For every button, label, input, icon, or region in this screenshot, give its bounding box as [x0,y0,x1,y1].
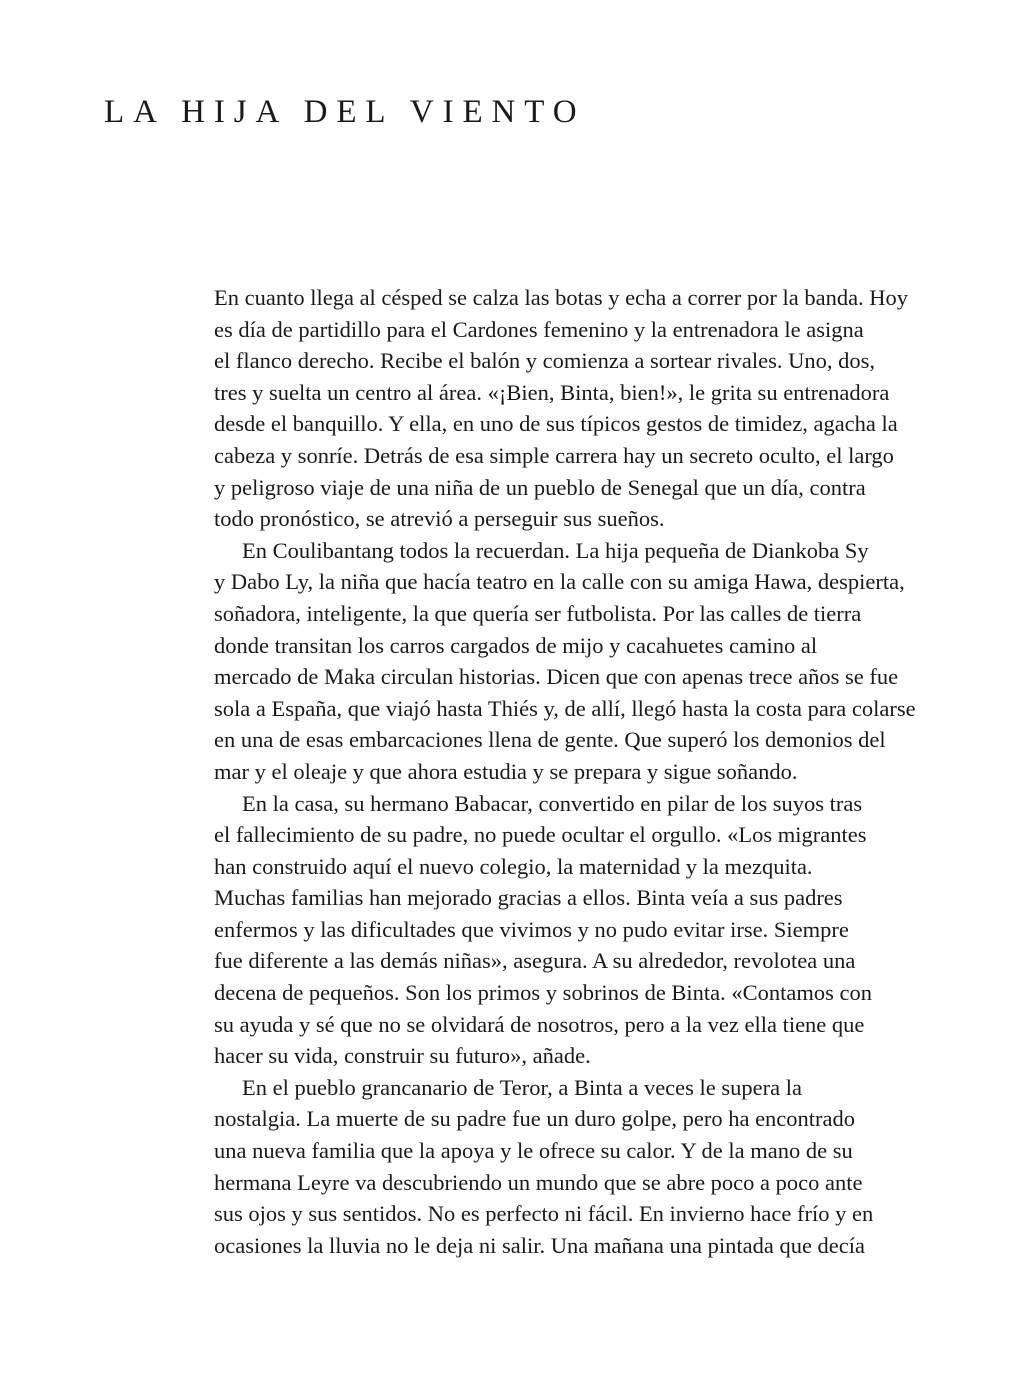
text-line: desde el banquillo. Y ella, en uno de sus típicos gestos de timidez, agacha la [214,411,898,437]
text-line: sus ojos y sus sentidos. No es perfecto ni fácil. En invierno hace frío y en [214,1201,874,1227]
paragraph-first-line: En el pueblo grancanario de Teror, a Binta a veces le supera la [242,1074,802,1100]
paragraph-first-line: En Coulibantang todos la recuerdan. La hija pequeña de Diankoba Sy [242,537,869,563]
text-line: mercado de Maka circulan historias. Dicen que con apenas trece años se fue [214,664,899,690]
text-line: ocasiones la lluvia no le deja ni salir. Una mañana una pintada que decía [214,1232,866,1258]
body-text [214,282,954,1261]
text-line: soñadora, inteligente, la que quería ser futbolista. Por las calles de tierra [214,600,862,626]
text-line: el fallecimiento de su padre, no puede ocultar el orgullo. «Los migrantes [214,822,867,848]
text-line: hermana Leyre va descubriendo un mundo que se abre poco a poco ante [214,1169,863,1195]
text-line: todo pronóstico, se atrevió a perseguir sus sueños. [214,506,665,532]
text-line: es día de partidillo para el Cardones femenino y la entrenadora le asigna [214,316,864,342]
text-line: y Dabo Ly, la niña que hacía teatro en la calle con su amiga Hawa, despierta, [214,569,905,595]
text-line: enfermos y las dificultades que vivimos y no pudo evitar irse. Siempre [214,916,849,942]
text-line: cabeza y sonríe. Detrás de esa simple carrera hay un secreto oculto, el largo [214,442,894,468]
text-line: el flanco derecho. Recibe el balón y comienza a sortear rivales. Uno, dos, [214,348,875,374]
running-head: LA HIJA DEL VIENTO [104,94,586,130]
text-line: mar y el oleaje y que ahora estudia y se prepara y sigue soñando. [214,758,798,784]
text-line: fue diferente a las demás niñas», asegura. A su alrededor, revolotea una [214,948,856,974]
text-line: decena de pequeños. Son los primos y sobrinos de Binta. «Contamos con [214,980,873,1006]
text-line: donde transitan los carros cargados de mijo y cacahuetes camino al [214,632,818,658]
text-line: en una de esas embarcaciones llena de gente. Que superó los demonios del [214,727,886,753]
paragraph-first-line: En la casa, su hermano Babacar, convertido en pilar de los suyos tras [242,790,863,816]
text-line: nostalgia. La muerte de su padre fue un duro golpe, pero ha encontrado [214,1106,856,1132]
text-line: y peligroso viaje de una niña de un pueblo de Senegal que un día, contra [214,474,866,500]
text-line: una nueva familia que la apoya y le ofrece su calor. Y de la mano de su [214,1138,853,1164]
text-line: hacer su vida, construir su futuro», añade. [214,1043,591,1069]
text-line: Muchas familias han mejorado gracias a ellos. Binta veía a sus padres [214,885,843,911]
text-line: su ayuda y sé que no se olvidará de nosotros, pero a la vez ella tiene que [214,1011,865,1037]
text-line: han construido aquí el nuevo colegio, la maternidad y la mezquita. [214,853,813,879]
text-line: En cuanto llega al césped se calza las botas y echa a correr por la banda. Hoy [214,285,909,310]
text-line: tres y suelta un centro al área. «¡Bien, Binta, bien!», le grita su entrenadora [214,379,890,405]
text-line: sola a España, que viajó hasta Thiés y, de allí, llegó hasta la costa para colarse [214,695,916,721]
